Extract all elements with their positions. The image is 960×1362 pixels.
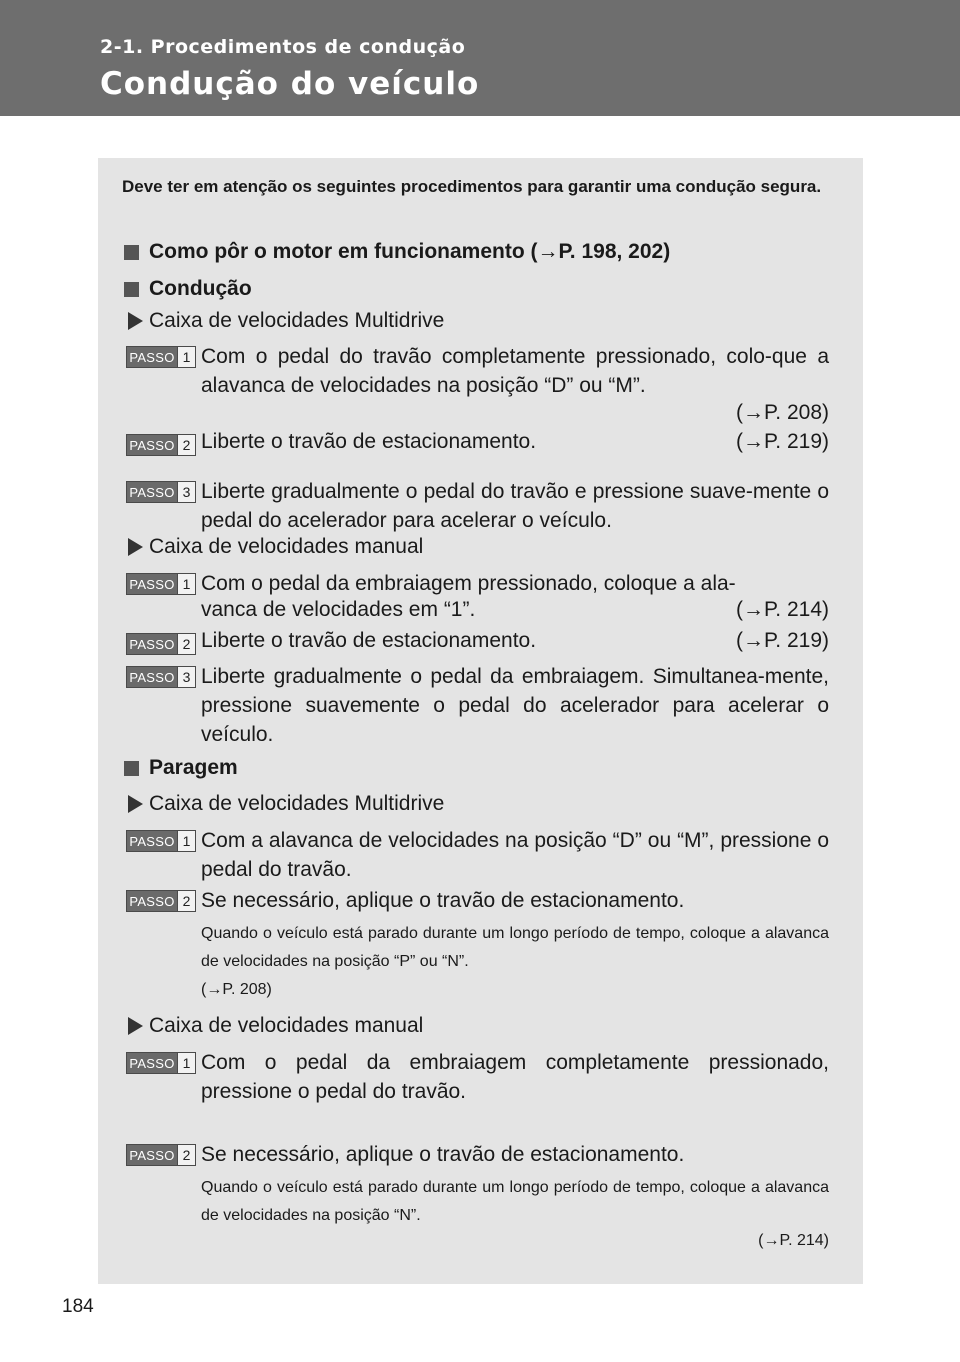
page-reference: (→P. 208) <box>201 981 272 998</box>
section-stop-label: Paragem <box>149 756 238 779</box>
page-reference: (→P. 214) <box>758 1232 829 1249</box>
subheading-label: Caixa de velocidades manual <box>149 1014 424 1037</box>
step-text: Se necessário, aplique o travão de estacionamento. <box>201 1143 685 1166</box>
step-badge-label: PASSO <box>129 893 175 909</box>
step-badge <box>126 481 196 503</box>
section-drive-label: Condução <box>149 277 252 300</box>
page-reference: (→P. 208) <box>736 401 829 424</box>
step-badge-label: PASSO <box>129 1147 175 1163</box>
step-text: Se necessário, aplique o travão de estacionamento. <box>201 889 685 912</box>
step-badge-label: PASSO <box>129 576 175 592</box>
page-number: 184 <box>62 1296 94 1317</box>
subheading-label: Caixa de velocidades Multidrive <box>149 792 445 815</box>
step-badge <box>126 890 196 912</box>
step-badge <box>126 573 196 595</box>
step-text <box>201 430 829 454</box>
step-text: Liberte gradualmente o pedal do travão e pressione suave-mente o pedal do acelerador para acelerar o veículo. <box>201 480 829 532</box>
subheading-multidrive <box>128 792 444 816</box>
step-badge <box>126 633 196 655</box>
step-badge-label: PASSO <box>129 636 175 652</box>
intro-text: Deve ter em atenção os seguintes procedimentos para garantir uma condução segura. <box>122 177 822 196</box>
triangle-bullet-icon <box>128 795 143 813</box>
step-badge-number: 1 <box>177 347 195 367</box>
step-badge <box>126 666 196 688</box>
triangle-bullet-icon <box>128 312 143 330</box>
subheading-manual <box>128 535 423 559</box>
bullet-square-icon <box>124 282 139 297</box>
step-text-content: vanca de velocidades em “1”. <box>201 598 476 621</box>
subheading-label: Caixa de velocidades manual <box>149 535 424 558</box>
step-badge-label: PASSO <box>129 1055 175 1071</box>
chapter-subtitle: 2-1. Procedimentos de condução <box>100 36 466 58</box>
triangle-bullet-icon <box>128 538 143 556</box>
step-badge-number: 2 <box>177 891 195 911</box>
step-badge-number: 2 <box>177 634 195 654</box>
step-badge-number: 1 <box>177 831 195 851</box>
step-text: Com o pedal do travão completamente pressionado, colo-que a alavanca de velocidades na posição “D” ou “M”. <box>201 345 829 397</box>
step-text-content: Liberte o travão de estacionamento. <box>201 629 537 652</box>
triangle-bullet-icon <box>128 1017 143 1035</box>
chapter-header <box>0 0 960 116</box>
bullet-square-icon <box>124 761 139 776</box>
page-title: Condução do veículo <box>100 66 480 102</box>
subheading-multidrive <box>128 309 444 333</box>
step-text: Com o pedal da embraiagem pressionado, coloque a ala- <box>201 572 736 595</box>
step-text: Com o pedal da embraiagem completamente pressionado, pressione o pedal do travão. <box>201 1051 829 1103</box>
step-note: Quando o veículo está parado durante um longo período de tempo, coloque a alavanca de velocidades na posição “N”. <box>201 1179 829 1224</box>
bullet-square-icon <box>124 245 139 260</box>
step-badge-number: 3 <box>177 667 195 687</box>
step-badge-number: 3 <box>177 482 195 502</box>
step-badge-label: PASSO <box>129 833 175 849</box>
step-badge-label: PASSO <box>129 669 175 685</box>
subheading-label: Caixa de velocidades Multidrive <box>149 309 445 332</box>
step-badge-number: 1 <box>177 1053 195 1073</box>
section-drive <box>124 277 252 301</box>
step-badge <box>126 346 196 368</box>
step-text <box>201 598 829 622</box>
step-badge-label: PASSO <box>129 349 175 365</box>
section-start <box>124 240 670 264</box>
step-badge <box>126 1144 196 1166</box>
page-reference: (→P. 219) <box>736 430 829 453</box>
page-reference: (→P. 214) <box>736 598 829 621</box>
step-text: Com a alavanca de velocidades na posição “D” ou “M”, pressione o pedal do travão. <box>201 829 829 881</box>
step-text <box>201 629 829 653</box>
section-start-label: Como pôr o motor em funcionamento (→P. 198, 202) <box>149 240 671 263</box>
step-badge-number: 1 <box>177 574 195 594</box>
step-badge-label: PASSO <box>129 484 175 500</box>
step-note: Quando o veículo está parado durante um longo período de tempo, coloque a alavanca de velocidades na posição “P” ou “N”. <box>201 925 829 970</box>
subheading-manual <box>128 1014 423 1038</box>
step-text: Liberte gradualmente o pedal da embraiagem. Simultanea-mente, pressione suavemente o pedal do acelerador para acelerar o veículo. <box>201 665 829 746</box>
step-badge <box>126 830 196 852</box>
page-reference: (→P. 219) <box>736 629 829 652</box>
step-badge-number: 2 <box>177 435 195 455</box>
section-stop <box>124 756 238 780</box>
step-badge-label: PASSO <box>129 437 175 453</box>
step-badge-number: 2 <box>177 1145 195 1165</box>
step-badge <box>126 1052 196 1074</box>
step-badge <box>126 434 196 456</box>
step-text-content: Liberte o travão de estacionamento. <box>201 430 537 453</box>
